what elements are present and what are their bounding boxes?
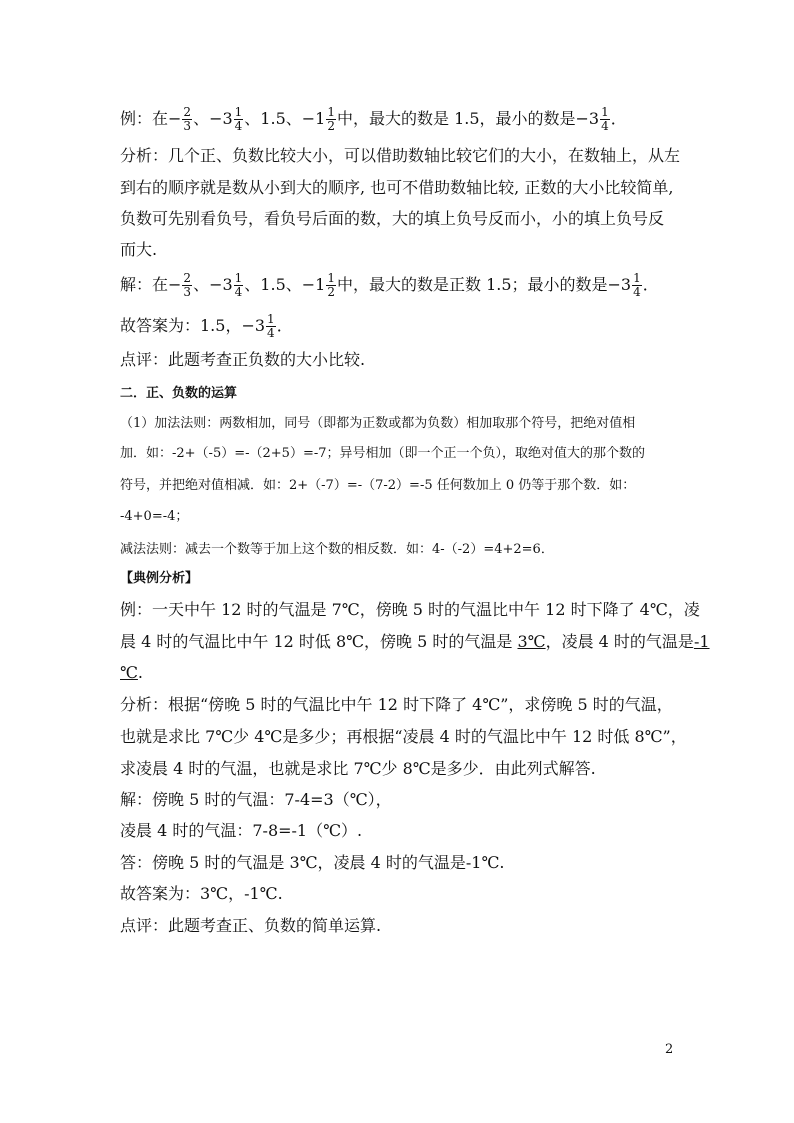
text-run: ． [610, 109, 627, 128]
text-run: 、−3 [193, 275, 233, 294]
rule-line: -4+0=-4； [120, 509, 189, 524]
rule-line: 减法法则：减去一个数等于加上这个数的相反数．如：4-（-2）=4+2=6． [120, 542, 554, 557]
rule-line: 加．如：-2+（-5）=-（2+5）=-7；异号相加（即一个正一个负），取绝对值大的那个数的 [120, 446, 645, 461]
fraction [182, 106, 192, 133]
fraction [632, 272, 642, 299]
example-line-1 [120, 106, 680, 133]
text-run: . [137, 663, 143, 682]
fraction [234, 272, 244, 299]
analysis-line: 分析：几个正、负数比较大小，可以借助数轴比较它们的大小，在数轴上，从左 [120, 146, 681, 165]
fraction-numerator: 2 [183, 105, 192, 119]
example-line-2: 例：一天中午 12 时的气温是 7℃，傍晚 5 时的气温比中午 12 时下降了 4℃，凌 [120, 600, 700, 619]
fraction-denominator: 4 [633, 285, 641, 299]
fraction-denominator: 4 [267, 326, 275, 340]
fraction-denominator: 4 [234, 285, 243, 299]
analysis-line: 求凌晨 4 时的气温，也就是求比 7℃少 8℃是多少．由此列式解答. [120, 759, 596, 778]
analysis-line: 而大. [120, 240, 158, 259]
answer-blank: ℃ [120, 663, 138, 682]
analysis-line: 也就是求比 7℃少 4℃是多少；再根据“凌晨 4 时的气温比中午 12 时低 8℃”， [120, 727, 687, 746]
fraction-numerator: 1 [267, 312, 275, 326]
answer-blank: 3℃ [517, 632, 546, 651]
fraction-numerator: 1 [633, 271, 641, 285]
section-heading: 二．正、负数的运算 [120, 386, 238, 401]
fraction-denominator: 4 [234, 119, 243, 133]
rule-line: 符号，并把绝对值相减．如：2+（-7）=-（7-2）=-5 任何数加上 0 仍等于那个数．如： [120, 478, 636, 493]
analysis-line: 分析：根据“傍晚 5 时的气温比中午 12 时下降了 4℃”，求傍晚 5 时的气温， [120, 695, 673, 714]
fraction [326, 272, 336, 299]
text-run: 解：在− [120, 275, 182, 294]
typical-example-heading: 【典例分析】 [120, 571, 199, 586]
comment-line: 点评：此题考查正负数的大小比较. [120, 350, 366, 369]
example-line-3 [120, 631, 710, 653]
solution-line [120, 272, 680, 299]
fraction-denominator: 2 [327, 285, 335, 299]
fraction-numerator: 1 [601, 105, 609, 119]
fraction [600, 106, 610, 133]
solution-line: 解：傍晚 5 时的气温：7-4=3（℃）， [120, 790, 392, 809]
text-run: ，凌晨 4 时的气温是 [545, 632, 694, 651]
fraction [234, 106, 244, 133]
text-run: 、−3 [193, 109, 233, 128]
comment-line: 点评：此题考查正、负数的简单运算. [120, 916, 382, 935]
text-run: 、1.5、−1 [244, 109, 326, 128]
answer-line: 答：傍晚 5 时的气温是 3℃，凌晨 4 时的气温是-1℃. [120, 853, 505, 872]
fraction-denominator: 2 [327, 119, 335, 133]
text-run: 中，最大的数是 1.5，最小的数是−3 [336, 109, 600, 128]
fraction-denominator: 4 [601, 119, 609, 133]
fraction-denominator: 3 [183, 119, 192, 133]
solution-line: 凌晨 4 时的气温：7-8=-1（℃）. [120, 821, 363, 840]
text-run: 故答案为：1.5，−3 [120, 316, 266, 335]
text-run: ． [642, 275, 659, 294]
fraction [266, 313, 276, 340]
text-run: 中，最大的数是正数 1.5；最小的数是−3 [336, 275, 632, 294]
text-run: 例：在− [120, 109, 182, 128]
analysis-line: 到右的顺序就是数从小到大的顺序, 也可不借助数轴比较, 正数的大小比较简单, [120, 178, 674, 197]
fraction [326, 106, 336, 133]
fraction [182, 272, 192, 299]
fraction-denominator: 3 [183, 285, 192, 299]
answer-blank: -1 [693, 632, 710, 651]
answer-line: 故答案为：3℃，-1℃. [120, 884, 283, 903]
page-number: 2 [665, 1042, 674, 1057]
analysis-line: 负数可先别看负号，看负号后面的数，大的填上负号反而小，小的填上负号反 [120, 209, 665, 228]
example-line-4 [120, 662, 680, 684]
text-run: ． [276, 316, 293, 335]
answer-line [120, 313, 680, 340]
fraction-numerator: 1 [327, 105, 335, 119]
text-run: 晨 4 时的气温比中午 12 时低 8℃，傍晚 5 时的气温是 [120, 632, 518, 651]
fraction-numerator: 1 [327, 271, 335, 285]
fraction-numerator: 1 [234, 271, 243, 285]
text-run: 、1.5、−1 [244, 275, 326, 294]
fraction-numerator: 2 [183, 271, 192, 285]
fraction-numerator: 1 [234, 105, 243, 119]
rule-line: （1）加法法则：两数相加，同号（即都为正数或都为负数）相加取那个符号，把绝对值相 [120, 416, 636, 431]
